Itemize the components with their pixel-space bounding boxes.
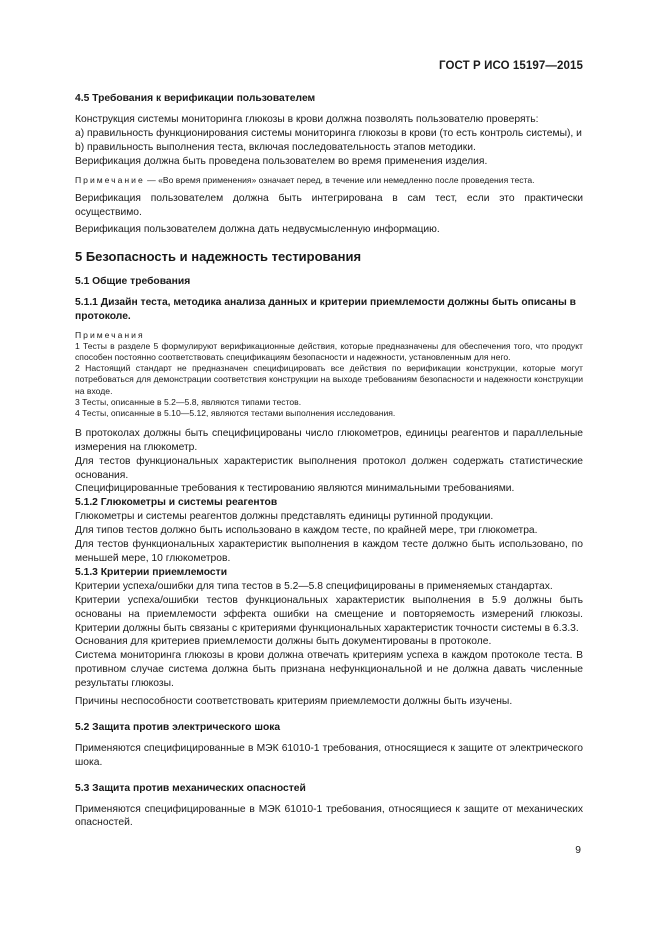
paragraph: Верификация пользователем должна дать недвусмысленную информацию. (75, 224, 440, 236)
section-4-5-heading: 4.5 Требования к верификации пользователем (75, 93, 316, 104)
paragraph: Причины неспособности соответствовать критериям приемлемости должны быть изучены. (75, 696, 513, 708)
paragraph: b) правильность выполнения теста, включая последовательность этапов методики. (75, 141, 476, 153)
note-label: Примечание (75, 174, 145, 185)
note-item: 1 Тесты в разделе 5 формулируют верификационные действия, которые предназначены для обеспечения того, что продукт способен постоянно соответствовать спецификациям безопасности и надежности, установленным для него. (75, 341, 583, 363)
section-5-heading: 5 Безопасность и надежность тестирования (75, 249, 362, 265)
paragraph: Для типов тестов должно быть использовано в каждом тесте, по крайней мере, три глюкометра. (75, 525, 538, 537)
paragraph: В протоколах должны быть специфицированы число глюкометров, единицы реагентов и параллельные измерения на глюкометр. (75, 427, 583, 453)
note (75, 175, 583, 186)
paragraph: Для тестов функциональных характеристик выполнения в каждом тесте должно быть использовано, по меньшей мере, 10 глюкометров. (75, 539, 583, 564)
page-number: 9 (575, 845, 581, 856)
paragraph: Система мониторинга глюкозы в крови должна отвечать критериям успеха в каждом протоколе теста. В противном случае система должна быть признана нефункциональной и не должна давать численные результаты глюкозы. (75, 650, 583, 690)
note-text: — «Во время применения» означает перед, в течение или немедленно после проведения теста. (144, 174, 535, 185)
section-5-1-1-heading: 5.1.1 Дизайн теста, методика анализа данных и критерии приемлемости должны быть описаны в протоколе. (75, 297, 576, 323)
paragraph: Критерии успеха/ошибки тестов функциональных характеристик выполнения в 5.9 должны быть основаны на приемлемости эффекта ошибки на смещение и повторяемость измерений глюкозы. Критерии должны быть связаны с критериями функциональных характеристик точности системы в 6.3.3. (75, 594, 583, 634)
paragraph: Критерии успеха/ошибки для типа тестов в 5.2—5.8 специфицированы в применяемых стандартах. (75, 580, 553, 592)
paragraph: Верификация должна быть проведена пользователем во время применения изделия. (75, 155, 488, 167)
page-body (75, 92, 583, 830)
paragraph: Глюкометры и системы реагентов должны представлять единицы рутинной продукции. (75, 511, 494, 523)
section-5-2-heading: 5.2 Защита против электрического шока (75, 721, 281, 733)
paragraph: Верификация пользователем должна быть интегрирована в сам тест, если это практически осуществимо. (75, 192, 583, 218)
notes-label: Примечания (75, 330, 145, 341)
paragraph: Применяются специфицированные в МЭК 61010-1 требования, относящиеся к защите от механических опасностей. (75, 803, 583, 829)
note-item: 2 Настоящий стандарт не предназначен специфицировать все действия по верификации конструкции, которые могут потребоваться для демонстрации соответствия конструкции на выходе требованиям безопасности и надежности конструкции на входе. (75, 363, 583, 396)
paragraph: Специфицированные требования к тестированию являются минимальными требованиями. (75, 483, 515, 495)
section-5-1-2-heading: 5.1.2 Глюкометры и системы реагентов (75, 497, 278, 509)
standard-code: ГОСТ Р ИСО 15197—2015 (438, 60, 583, 72)
paragraph: Для тестов функциональных характеристик выполнения протокол должен содержать статистические основания. (75, 455, 583, 481)
section-5-1-3-heading: 5.1.3 Критерии приемлемости (75, 566, 228, 578)
paragraph: Применяются специфицированные в МЭК 61010-1 требования, относящиеся к защите от электрического шока. (75, 742, 583, 768)
section-5-1-heading: 5.1 Общие требования (75, 276, 191, 288)
paragraph: Основания для критериев приемлемости должны быть документированы в протоколе. (75, 636, 492, 648)
paragraph: Конструкция системы мониторинга глюкозы в крови должна позволять пользователю проверять: (75, 113, 539, 125)
section-5-3-heading: 5.3 Защита против механических опасностей (75, 782, 306, 794)
note-item: 3 Тесты, описанные в 5.2—5.8, являются типами тестов. (75, 396, 302, 407)
paragraph: а) правильность функционирования системы мониторинга глюкозы в крови (то есть контроль системы), и (75, 127, 582, 139)
note-item: 4 Тесты, описанные в 5.10—5.12, являются тестами выполнения исследования. (75, 407, 396, 418)
